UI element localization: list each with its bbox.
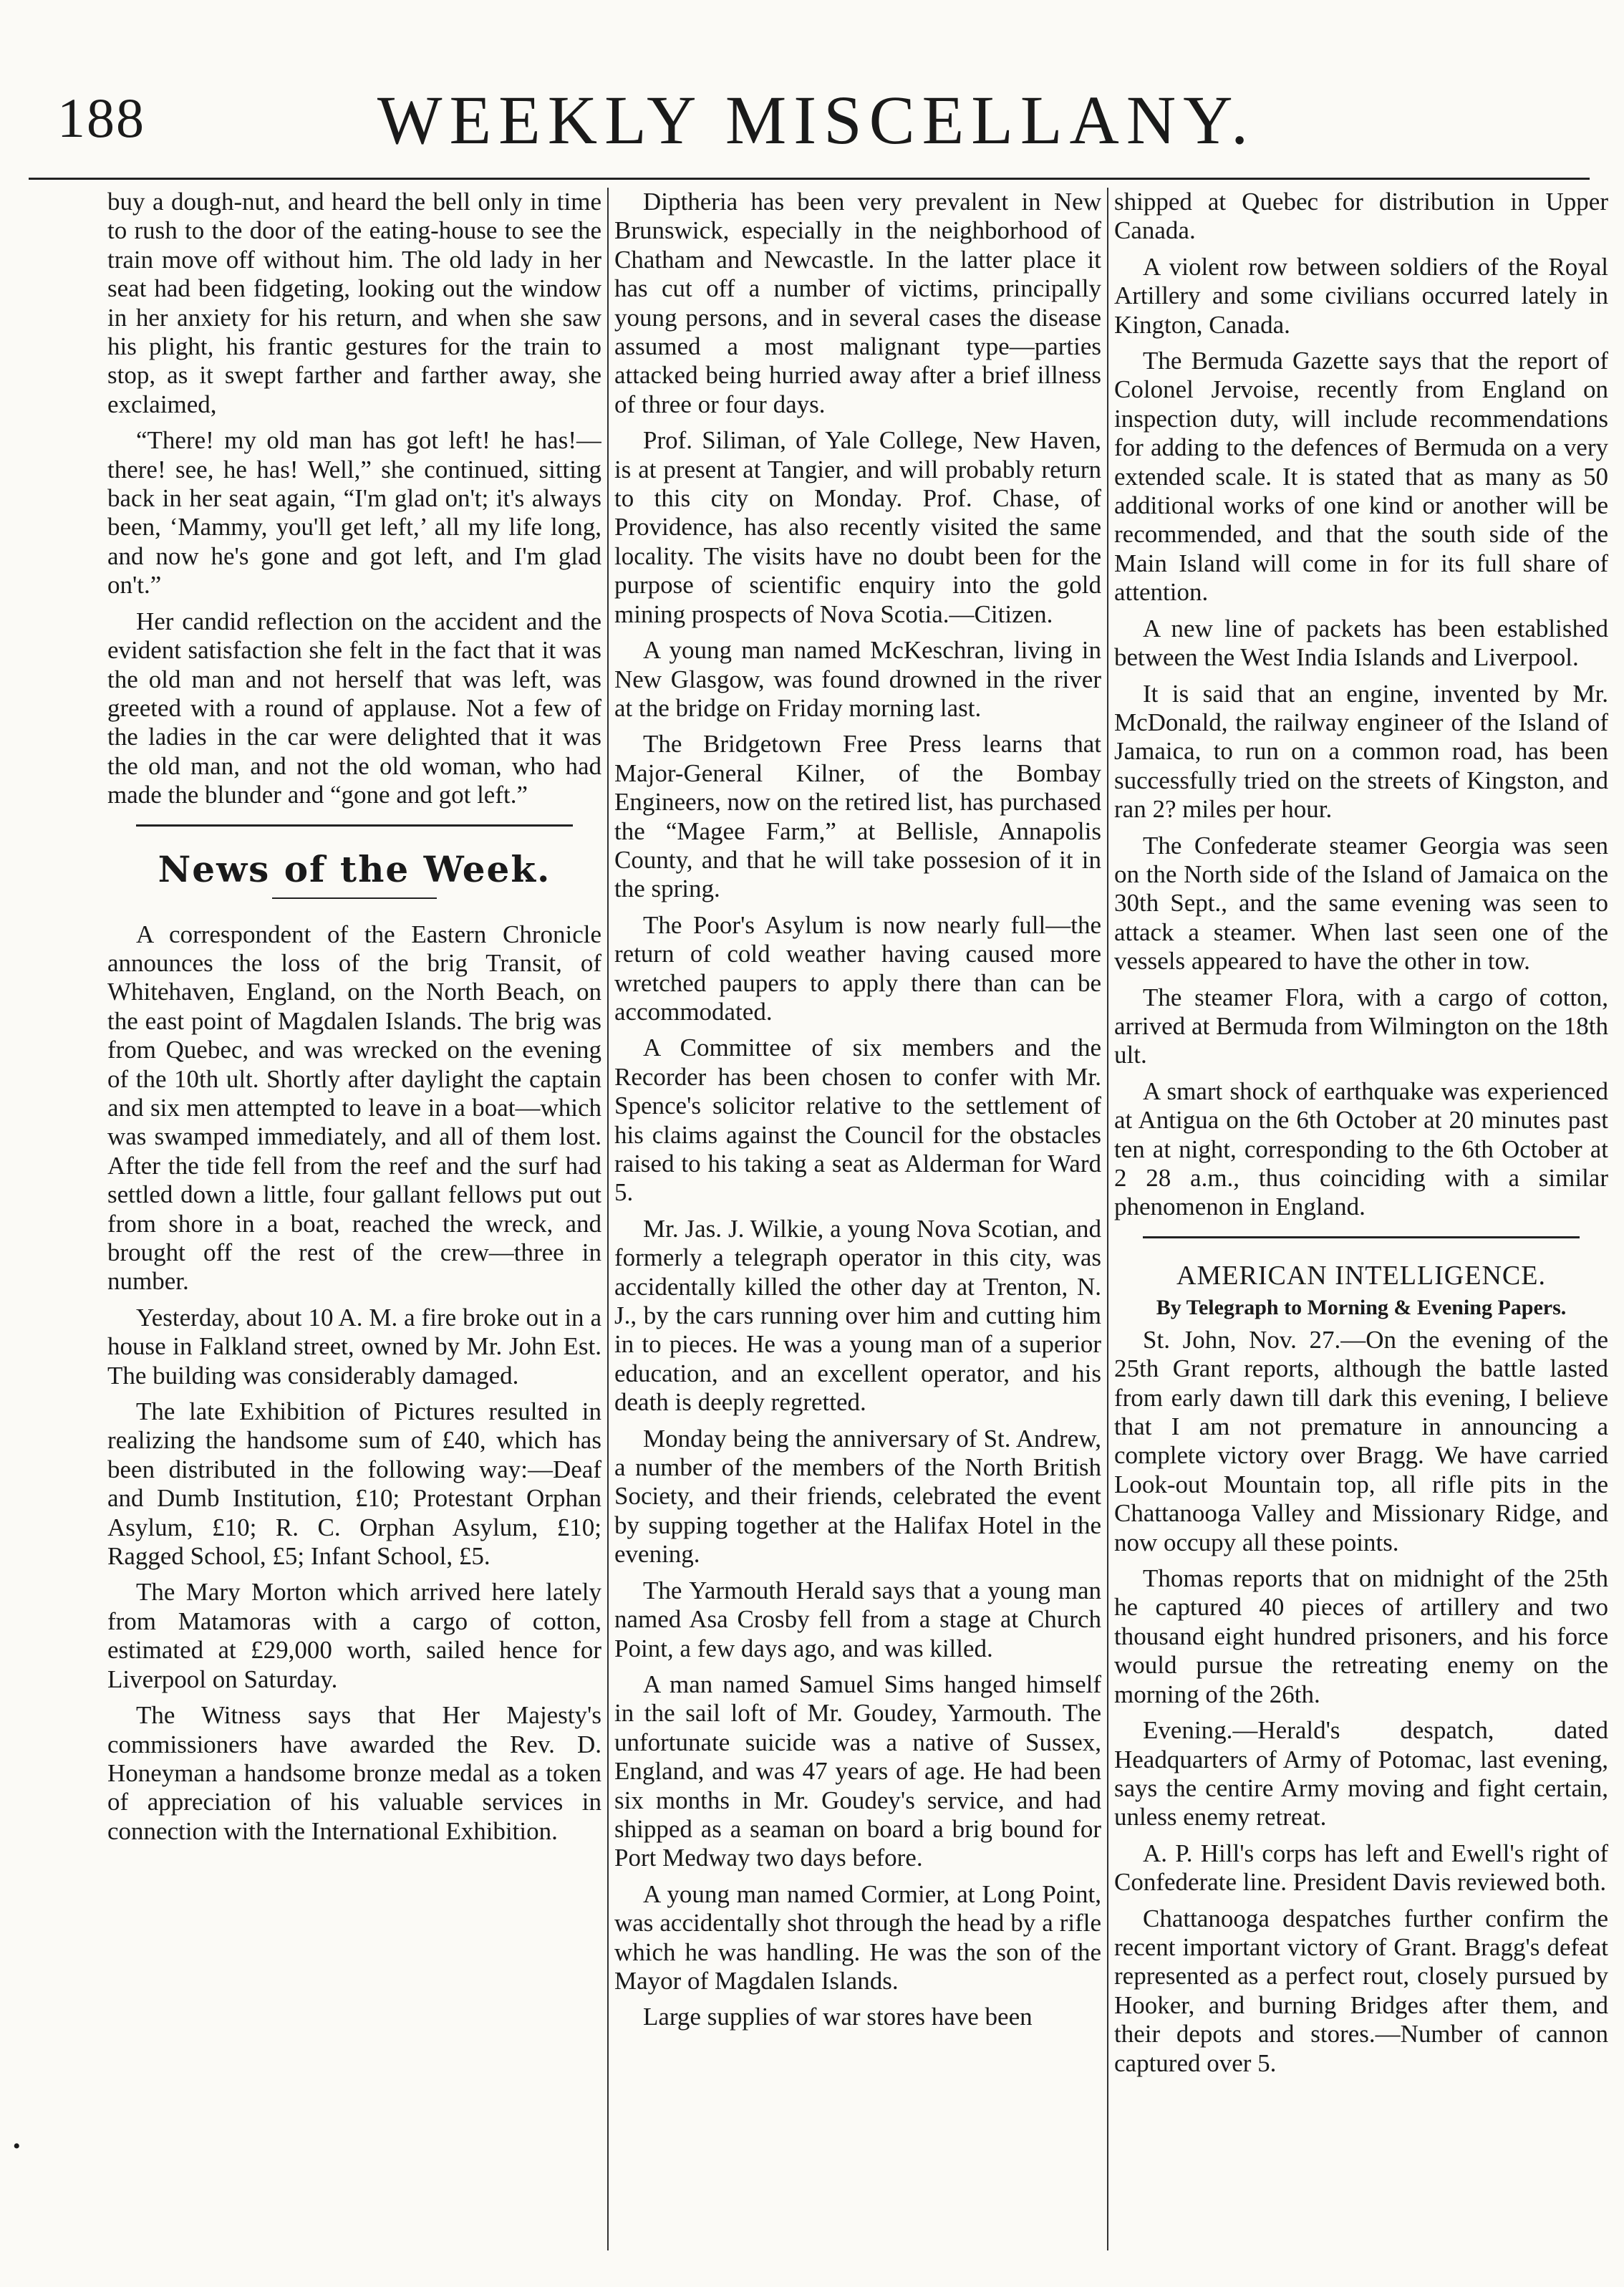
news-paragraph: A young man named McKeschran, living in New Glasgow, was found drowned in the river at the bridge on Friday morning last. (614, 636, 1101, 722)
column-3 (1114, 188, 1608, 2250)
news-paragraph: Monday being the anniversary of St. Andrew, a number of the members of the North British Society, and their friends, celebrated the event by supping together at the Halifax Hotel in the evening. (614, 1424, 1101, 1569)
news-paragraph: The Poor's Asylum is now nearly full—the return of cold weather having caused more wretched paupers to apply there than can be accommodated. (614, 910, 1101, 1026)
masthead (43, 72, 1590, 172)
column-divider (607, 188, 609, 2250)
article-paragraph: buy a dough-nut, and heard the bell only in time to rush to the door of the eating-house to see the train move off without him. The old lady in her seat had been fidgeting, looking out the window in her anxiety for his return, and when she saw his plight, his frantic gestures for the train to stop, as it swept farther and farther away, she exclaimed, (107, 188, 601, 418)
column-1 (107, 188, 601, 2250)
news-paragraph: Large supplies of war stores have been (643, 2003, 1033, 2031)
news-paragraph: A violent row between soldiers of the Royal Artillery and some civilians occurred lately in Kington, Canada. (1114, 252, 1608, 339)
section-rule (136, 824, 573, 827)
article-paragraph: “There! my old man has got left! he has!—there! see, he has! Well,” she continued, sitting back in her seat again, “I'm glad on't; it's always been, ‘Mammy, you'll get left,’ all my life long, and now he's gone and got left, and I'm glad on't.” (107, 426, 601, 600)
news-paragraph: The Witness says that Her Majesty's commissioners have awarded the Rev. D. Honeyman a handsome bronze medal as a token of appreciation of his valuable services in connection with the International Exhibition. (107, 1701, 601, 1845)
news-paragraph: Prof. Siliman, of Yale College, New Haven, is at present at Tangier, and will probably return to this city on Monday. Prof. Chase, of Providence, has also recently visited the same locality. The visits have no doubt been for the purpose of scientific enquiry into the gold mining prospects of Nova Scotia.—Citizen. (614, 426, 1101, 628)
news-paragraph: A young man named Cormier, at Long Point, was accidentally shot through the head by a rifle which he was handling. He was the son of the Mayor of Magdalen Islands. (614, 1879, 1101, 1995)
news-paragraph: A correspondent of the Eastern Chronicle announces the loss of the brig Transit, of Whitehaven, England, on the North Beach, on the east point of Magdalen Islands. The brig was from Quebec, and was wrecked on the evening of the 10th ult. Shortly after daylight the captain and six men attempted to leave in a boat—which was swamped immediately, and all of them lost. After the tide fell from the reef and the surf had settled down a little, four gallant fellows put out from shore in a boat, reached the wreck, and brought off the rest of the crew—three in number. (107, 920, 601, 1296)
section-rule (1143, 1236, 1580, 1238)
section-rule (272, 897, 437, 899)
news-paragraph: Mr. Jas. J. Wilkie, a young Nova Scotian, and formerly a telegraph operator in this city, was accidentally killed the other day at Trenton, N. J., by the cars running over him and cutting him in to pieces. He was a young man of a superior education, and an excellent operator, and his death is deeply regretted. (614, 1214, 1101, 1417)
news-paragraph: Diptheria has been very prevalent in New Brunswick, especially in the neighborhood of Chatham and Newcastle. In the latter place it has cut off a number of victims, principally young persons, and in several cases the disease assumed a most malignant type—parties attacked being hurried away after a brief illness of three or four days. (614, 188, 1101, 418)
news-paragraph: A man named Samuel Sims hanged himself in the sail loft of Mr. Goudey, Yarmouth. The unfortunate suicide was a native of Sussex, England, and was 47 years of age. He had been six months in Mr. Goudey's service, and had shipped as a seaman on board a brig bound for Port Medway two days before. (614, 1670, 1101, 1872)
column-2 (614, 188, 1101, 2250)
news-paragraph: Evening.—Herald's despatch, dated Headquarters of Army of Potomac, last evening, says the centire Army moving and fight certain, unless enemy retreat. (1114, 1716, 1608, 1831)
newspaper-title: WEEKLY MISCELLANY. (377, 82, 1256, 158)
news-paragraph: The Yarmouth Herald says that a young man named Asa Crosby fell from a stage at Church Point, a few days ago, and was killed. (614, 1576, 1101, 1662)
news-paragraph: A smart shock of earthquake was experienced at Antigua on the 6th October at 20 minutes past ten at night, corresponding to the 6th October at 2 28 a.m., thus coinciding with a similar phenomenon in England. (1114, 1077, 1608, 1221)
news-paragraph: The late Exhibition of Pictures resulted in realizing the handsome sum of £40, which has been distributed in the following way:—Deaf and Dumb Institution, £10; Protestant Orphan Asylum, £10; R. C. Orphan Asylum, £10; Ragged School, £5; Infant School, £5. (107, 1397, 601, 1571)
news-paragraph: St. John, Nov. 27.—On the evening of the 25th Grant reports, although the battle lasted from early dawn till dark this evening, I believe that I am not premature in announcing a complete victory over Bragg. We have carried Look-out Mountain top, all rifle pits in the Chattanooga Valley and Missionary Ridge, and now occupy all these points. (1114, 1325, 1608, 1556)
page-number: 188 (57, 87, 145, 149)
news-paragraph: Yesterday, about 10 A. M. a fire broke out in a house in Falkland street, owned by Mr. John Est. The building was considerably damaged. (107, 1303, 601, 1390)
news-paragraph: The Bridgetown Free Press learns that Major-General Kilner, of the Bombay Engineers, now on the retired list, has purchased the “Magee Farm,” at Bellisle, Annapolis County, and that he will take possesion of it in the spring. (614, 730, 1101, 903)
news-paragraph: A Committee of six members and the Recorder has been chosen to confer with Mr. Spence's solicitor relative to the settlement of his claims against the Council for the obstacles raised to his taking a seat as Alderman for Ward 5. (614, 1034, 1101, 1207)
article-paragraph: Her candid reflection on the accident and the evident satisfaction she felt in the fact that it was the old man and not herself that was left, was greeted with a round of applause. Not a few of the ladies in the car were delighted that it was the old man, and not the old woman, who had made the blunder and “gone and got left.” (107, 607, 601, 809)
news-paragraph: It is said that an engine, invented by Mr. McDonald, the railway engineer of the Island of Jamaica, to run on a common road, has been successfully tried on the streets of Kingston, and ran 2? miles per hour. (1114, 679, 1608, 824)
news-paragraph: The steamer Flora, with a cargo of cotton, arrived at Bermuda from Wilmington on the 18th ult. (1114, 983, 1608, 1069)
news-paragraph: A new line of packets has been established between the West India Islands and Liverpool. (1114, 614, 1608, 672)
column-divider (1107, 188, 1108, 2250)
news-paragraph: shipped at Quebec for distribution in Upper Canada. (1114, 188, 1608, 245)
news-paragraph: The Confederate steamer Georgia was seen on the North side of the Island of Jamaica on the 30th Sept., and the same evening was seen to attack a steamer. When last seen one of the vessels appeared to have the other in tow. (1114, 831, 1608, 976)
news-paragraph: A. P. Hill's corps has left and Ewell's right of Confederate line. President Davis reviewed both. (1114, 1839, 1608, 1897)
news-paragraph: Thomas reports that on midnight of the 25th he captured 40 pieces of artillery and two thousand eight hundred prisoners, and his force would pursue the retreating enemy on the morning of the 26th. (1114, 1564, 1608, 1708)
section-heading-news: News of the Week. (158, 847, 551, 890)
section-subheading: By Telegraph to Morning & Evening Papers. (1156, 1295, 1567, 1319)
news-paragraph: Chattanooga despatches further confirm the recent important victory of Grant. Bragg's defeat represented as a perfect rout, closely pursued by Hooker, and burning Bridges after them, and their depots and stores.—Number of cannon captured over 5. (1114, 1904, 1608, 2077)
masthead-rule (29, 178, 1590, 180)
margin-bullet: • (13, 2134, 21, 2158)
news-paragraph: The Mary Morton which arrived here lately from Matamoras with a cargo of cotton, estimated at £29,000 worth, sailed hence for Liverpool on Saturday. (107, 1578, 601, 1693)
section-heading-american-intelligence: AMERICAN INTELLIGENCE. (1176, 1260, 1546, 1291)
news-paragraph: The Bermuda Gazette says that the report of Colonel Jervoise, recently from England on inspection duty, will include recommendations for adding to the defences of Bermuda on a very extended scale. It is stated that as many as 50 additional works of one kind or another will be recommended, and that the south side of the Main Island will come in for its full share of attention. (1114, 347, 1608, 607)
